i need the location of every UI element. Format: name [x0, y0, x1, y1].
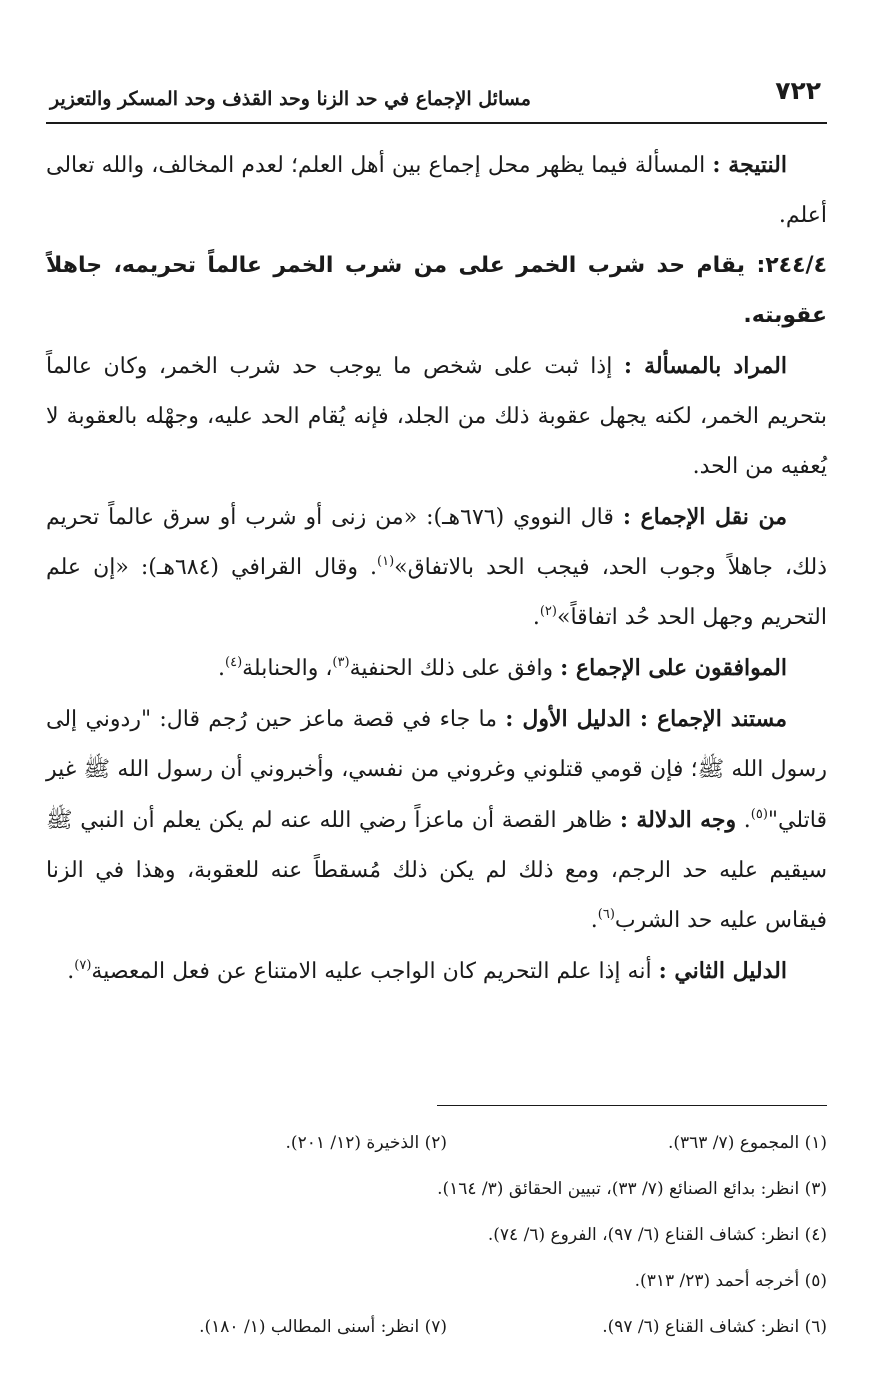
hanafi-text: وافق على ذلك الحنفية	[349, 656, 554, 681]
footnote-row	[46, 1166, 827, 1212]
meaning-text: إذا ثبت على شخص ما يوجب حد شرب الخمر، وكان عالماً بتحريم الخمر، لكنه يجهل عقوبة ذلك من الجلد، فإنه يُقام الحد عليه، وجهْله بالعقوبة لا يُعفيه من الحد.	[46, 354, 827, 479]
page-header	[46, 70, 827, 124]
nawawi-quote: قال النووي (٦٧٦هـ): «من زنى أو شرب أو سرق عالماً تحريم ذلك، جاهلاً وجوب الحد، فيجب الحد بالاتفاق»	[46, 505, 828, 580]
footnote-ref-6[interactable]: (٦)	[597, 907, 615, 922]
first-evidence-label: مستند الإجماع : الدليل الأول :	[505, 706, 788, 732]
hanbali-text: ، والحنابلة	[242, 656, 333, 681]
result-paragraph	[46, 140, 827, 241]
issue-heading	[46, 241, 827, 341]
consensus-transmitters-paragraph	[46, 492, 827, 643]
footnote-ref-2[interactable]: (٢)	[539, 604, 557, 619]
punctuation: .	[532, 605, 540, 630]
issue-title: يقام حد شرب الخمر على من شرب الخمر عالماً تحريمه، جاهلاً عقوبته.	[46, 253, 827, 328]
qarafi-quote: . وقال القرافي (٦٨٤هـ): «إن علم التحريم وجهل الحد حُد اتفاقاً»	[46, 555, 827, 630]
inference-label: وجه الدلالة :	[619, 807, 737, 833]
second-evidence-paragraph	[46, 946, 827, 997]
first-evidence-paragraph	[46, 694, 827, 946]
footnote-ref-7[interactable]: (٧)	[74, 958, 92, 973]
footnote-6: (٦) انظر: كشاف القناع (٦/ ٩٧).	[602, 1317, 827, 1337]
agreeing-schools-paragraph	[46, 643, 827, 694]
punctuation: .	[67, 959, 75, 984]
body-text	[46, 140, 827, 997]
footnote-2: (٢) الذخيرة (١٢/ ٢٠١).	[285, 1133, 447, 1153]
result-label: النتيجة :	[712, 152, 788, 178]
inference-text: ظاهر القصة أن ماعزاً رضي الله عنه لم يكن يعلم أن النبي ﷺ سيقيم عليه حد الرجم، ومع ذلك لم يكن ذلك مُسقطاً عنه للعقوبة، وهذا في الزنا فيقاس عليه حد الشرب	[46, 808, 827, 933]
footnote-1: (١) المجموع (٧/ ٣٦٣).	[667, 1133, 827, 1153]
footnote-ref-4[interactable]: (٤)	[225, 655, 243, 670]
second-evidence-label: الدليل الثاني :	[658, 958, 787, 984]
agreeing-schools-label: الموافقون على الإجماع :	[560, 655, 787, 681]
issue-number: ٢٤٤/٤:	[756, 253, 827, 278]
footnote-row	[46, 1258, 827, 1304]
footnote-ref-1[interactable]: (١)	[377, 554, 395, 569]
running-title: مسائل الإجماع في حد الزنا وحد القذف وحد المسكر والتعزير	[50, 88, 531, 110]
page-number: ٧٢٢	[775, 76, 821, 105]
footnote-row	[46, 1212, 827, 1258]
footnote-ref-3[interactable]: (٣)	[332, 655, 350, 670]
footnotes	[46, 1120, 827, 1350]
footnote-divider	[437, 1105, 827, 1106]
punctuation: .	[590, 908, 598, 933]
punctuation: .	[736, 808, 751, 833]
footnote-3: (٣) انظر: بدائع الصنائع (٧/ ٣٣)، تبيين الحقائق (٣/ ١٦٤).	[437, 1179, 827, 1199]
result-text: المسألة فيما يظهر محل إجماع بين أهل العلم؛ لعدم المخالف، والله تعالى أعلم.	[46, 153, 827, 228]
footnote-row	[46, 1120, 827, 1166]
meaning-label: المراد بالمسألة :	[623, 353, 787, 379]
footnote-7: (٧) انظر: أسنى المطالب (١/ ١٨٠).	[199, 1317, 447, 1337]
second-evidence-text: أنه إذا علم التحريم كان الواجب عليه الامتناع عن فعل المعصية	[91, 959, 652, 984]
punctuation: .	[218, 656, 225, 681]
footnote-row	[46, 1304, 827, 1350]
footnote-4: (٤) انظر: كشاف القناع (٦/ ٩٧)، الفروع (٦/ ٧٤).	[487, 1225, 827, 1245]
footnote-5: (٥) أخرجه أحمد (٢٣/ ٣١٣).	[634, 1271, 827, 1291]
maiz-story-text: ما جاء في قصة ماعز حين رُجم قال: "ردوني إلى رسول الله ﷺ؛ فإن قومي قتلوني وغروني من نفسي، وأخبروني أن رسول الله ﷺ غير قاتلي"	[46, 707, 827, 833]
footnote-ref-5[interactable]: (٥)	[750, 807, 768, 822]
consensus-transmitters-label: من نقل الإجماع :	[622, 504, 787, 530]
meaning-paragraph	[46, 341, 827, 492]
